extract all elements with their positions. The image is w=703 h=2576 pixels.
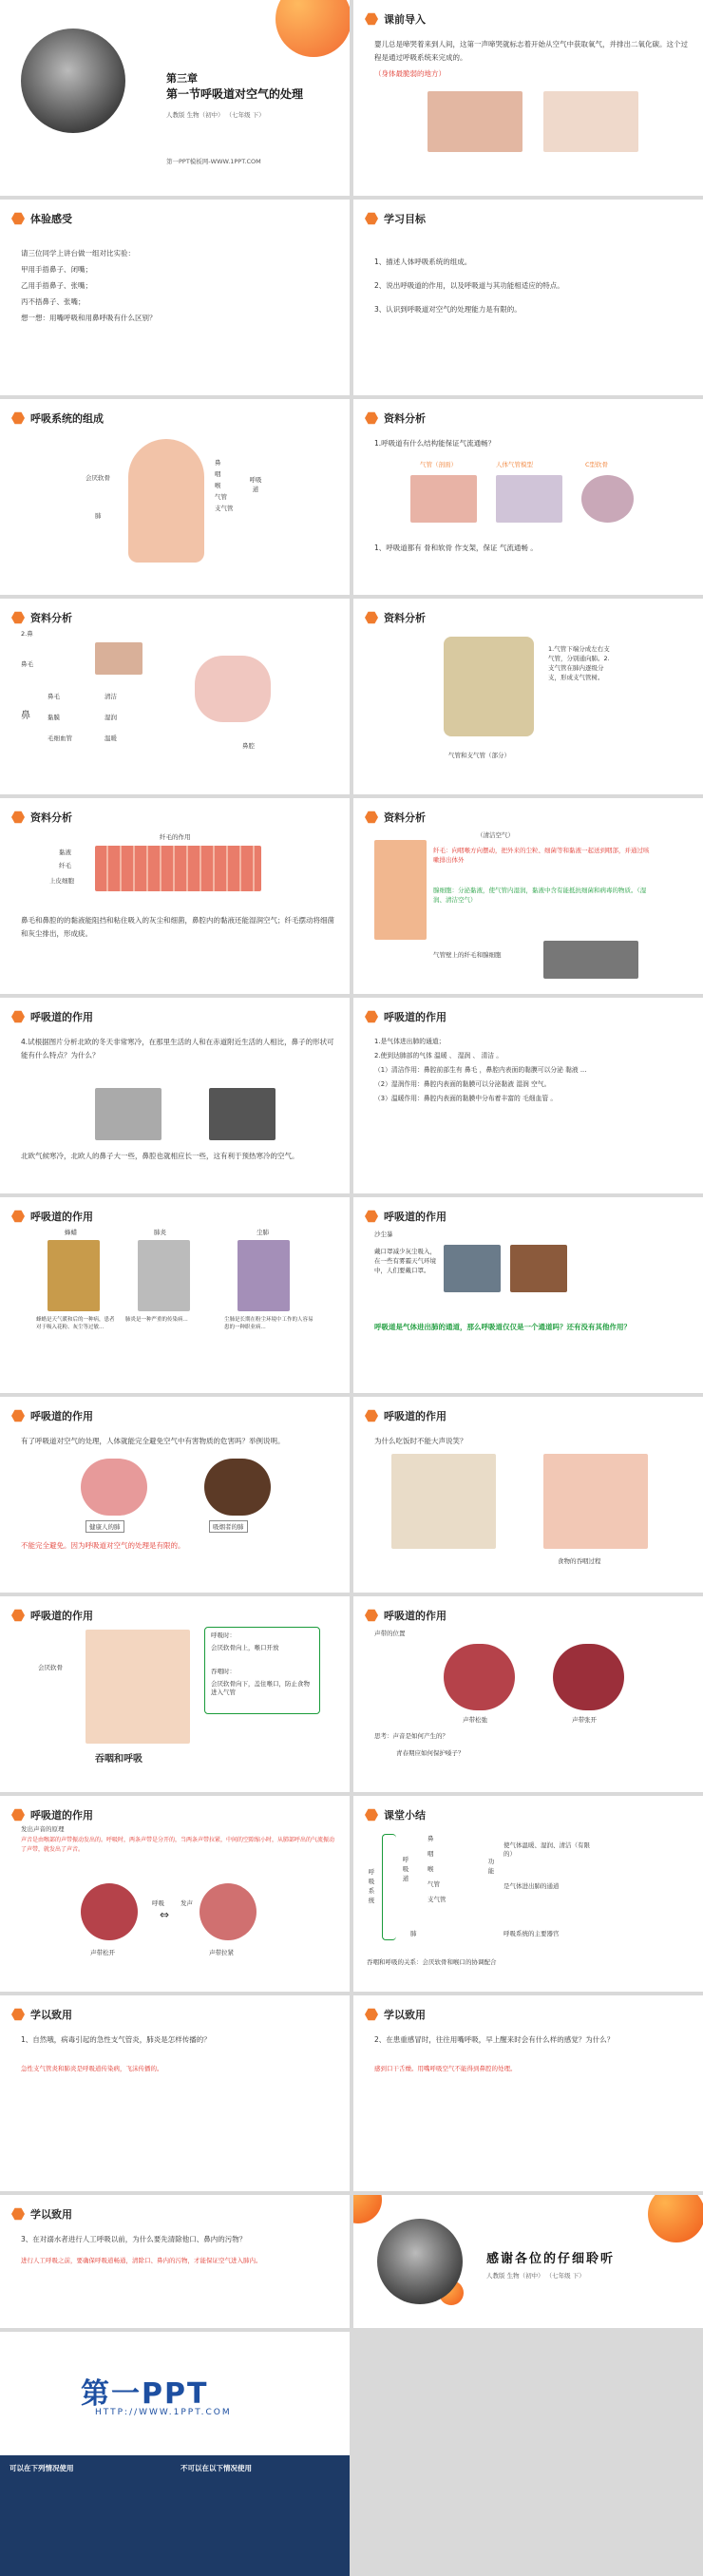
trachea-model-image [496, 475, 562, 523]
hexagon-icon [11, 611, 25, 624]
label: 鼻腔 [242, 742, 255, 750]
trachea-cross-section-image [410, 475, 477, 523]
slide-apply-2 [353, 1995, 703, 2191]
caption: 食物的吞咽过程 [558, 1557, 601, 1565]
swallowing-diagram [543, 1454, 648, 1549]
masks-image [444, 1245, 501, 1292]
hexagon-icon [365, 611, 378, 624]
slide-role-6 [353, 1397, 703, 1593]
label: 喉 [215, 482, 221, 489]
slide-title: 呼吸道的作用 [30, 1610, 93, 1622]
nasal-cavity-image [195, 656, 271, 722]
question: 青春期应如何保护嗓子？ [396, 1749, 465, 1757]
slide-title: 呼吸道的作用 [30, 1011, 93, 1023]
label: 支气管 [428, 1896, 446, 1903]
info-band [0, 2455, 350, 2576]
slide-header [11, 1608, 93, 1623]
hexagon-icon [365, 411, 378, 425]
label: 咽 [428, 1850, 434, 1858]
slide-title: 呼吸道的作用 [384, 1410, 446, 1422]
smoker-lung-image [204, 1459, 271, 1516]
diagram-title: 纤毛的作用 [160, 833, 191, 841]
slide-title: 呼吸道的作用 [384, 1610, 446, 1622]
slide-title: 呼吸道的作用 [30, 1410, 93, 1422]
caption: 蜂蜡是天气暖和后的一种病，患者对于吸入花粉、灰尘等过敏... [36, 1317, 115, 1330]
label: 气管 [215, 493, 227, 501]
answer: 进行人工呼吸之前，要确保呼吸道畅通，清除口、鼻内的污物，才能保证空气进入肺内。 [21, 2257, 262, 2264]
slide-cover [0, 0, 350, 196]
avatar [377, 2219, 463, 2304]
label: 肺 [95, 512, 102, 520]
slide-header [365, 610, 426, 625]
hexagon-icon [11, 212, 25, 225]
slide-header [11, 1408, 93, 1423]
respiratory-diagram [128, 439, 204, 563]
slide-header [11, 610, 72, 625]
bronchial-tree-image [444, 637, 534, 736]
sub-title: 声带的位置 [374, 1630, 406, 1637]
hexagon-icon [11, 2207, 25, 2221]
slide-body [374, 1036, 690, 1107]
sub-title: 2.鼻 [21, 630, 33, 638]
slide-intro [353, 0, 703, 196]
hexagon-icon [11, 1808, 25, 1822]
hexagon-icon [365, 1409, 378, 1422]
label: 鼻 [215, 459, 221, 467]
slide-title: 资料分析 [384, 412, 426, 425]
answer: 北欧气候寒冷，北欧人的鼻子大一些，鼻腔也就相应长一些，这有利于预热寒冷的空气。 [21, 1152, 299, 1160]
line: 丙不捂鼻子、张嘴； [21, 297, 86, 306]
line: 甲用手捂鼻子、闭嘴； [21, 265, 92, 274]
note: 纤毛：向咽喉方向摆动，把外来的尘粒、细菌等和黏液一起送到咽部，并通过咳嗽排出体外 [433, 847, 650, 864]
label: 清洁 [104, 693, 117, 700]
hexagon-icon [365, 1010, 378, 1023]
description: 戴口罩减少灰尘吸入，在一些有雾霾天气环境中，人们要戴口罩。 [374, 1248, 436, 1274]
label: 呼吸系统的主要器官 [504, 1930, 560, 1937]
label: 鼻毛 [48, 693, 60, 700]
label: 黏液 [59, 849, 71, 856]
slide-title: 资料分析 [384, 811, 426, 824]
label: 呼吸道 [402, 1856, 409, 1882]
label: 功能 [487, 1858, 495, 1875]
goal-item: 2、说出呼吸道的作用，以及呼吸道与其功能相适应的特点。 [374, 281, 564, 290]
label: 肺 [410, 1930, 417, 1937]
label: 黏膜 [48, 714, 60, 721]
slide-header [365, 1209, 446, 1224]
question: 3、在对溺水者进行人工呼吸以前，为什么要先清除他口、鼻内的污物？ [21, 2235, 247, 2243]
baby-image [543, 91, 638, 152]
slide-header [365, 1608, 446, 1623]
slide-title: 资料分析 [30, 612, 72, 624]
label: 吞咽和呼吸 [95, 1754, 142, 1765]
hexagon-icon [11, 1609, 25, 1622]
european-face-image [95, 1088, 162, 1140]
slide-analysis-2 [0, 599, 350, 794]
hexagon-icon [11, 1409, 25, 1422]
caption: 健康人的肺 [86, 1520, 124, 1533]
caption: 肺炎是一种严重的传染病... [125, 1317, 188, 1323]
label: 喉 [428, 1865, 434, 1873]
label: 会厌软骨 [86, 474, 110, 482]
slide-title: 呼吸道的作用 [30, 1211, 93, 1223]
hexagon-icon [365, 811, 378, 824]
slide-role-5 [0, 1397, 350, 1593]
hexagon-icon [365, 1210, 378, 1223]
thanks-meta: 人教版 生物（初中） （七年级 下） [486, 2272, 585, 2280]
slide-analysis-4 [0, 798, 350, 994]
slide-body [374, 437, 690, 453]
slide-title: 学以致用 [30, 2208, 72, 2221]
african-face-image [209, 1088, 276, 1140]
label: 呼吸时： [211, 1631, 236, 1639]
item: （2）湿润作用：鼻腔内表面的黏膜可以分泌黏液 湿润 空气。 [374, 1080, 551, 1088]
hexagon-icon [11, 1010, 25, 1023]
slide-body [21, 247, 336, 328]
caption: 声带松弛 [463, 1716, 487, 1724]
slide-role-2 [353, 998, 703, 1193]
sandstorm-image [510, 1245, 567, 1292]
slide-title: 体验感受 [30, 213, 72, 225]
dinner-cartoon-image [391, 1454, 496, 1549]
sub-title: 沙尘暴 [374, 1231, 393, 1238]
slide-apply-3 [0, 2195, 350, 2328]
deco-circle [648, 2195, 703, 2242]
chapter-label: 第三章 [166, 72, 198, 85]
brace [382, 1834, 396, 1940]
slide-header [365, 1408, 446, 1423]
vocal-cords-tense-image [200, 1883, 256, 1940]
slide-title: 资料分析 [30, 811, 72, 824]
slide-header [365, 1009, 446, 1024]
goal-item: 1、描述人体呼吸系统的组成。 [374, 258, 472, 266]
pneumoconiosis-image [238, 1240, 290, 1311]
vocal-cords-open-image [81, 1883, 138, 1940]
slide-header [365, 211, 426, 226]
slide-goals [353, 200, 703, 395]
label: 会厌软骨 [38, 1664, 63, 1671]
url-text: HTTP://WWW.1PPT.COM [95, 2408, 232, 2417]
slide-system [0, 399, 350, 595]
slide-header [365, 2007, 426, 2022]
label: 呼吸道 [249, 476, 262, 493]
sub-title: 发出声音的原理 [21, 1825, 65, 1833]
title: 肺炎 [154, 1229, 166, 1236]
slide-role-1 [0, 998, 350, 1193]
healthy-lung-image [81, 1459, 147, 1516]
label: 使气体温暖、湿润、清洁（有限的） [504, 1841, 590, 1858]
hexagon-icon [365, 212, 378, 225]
hexagon-icon [11, 811, 25, 824]
hexagon-icon [365, 1609, 378, 1622]
caption: 尘肺是长期在粉尘环境中工作的人容易患的一种职业病... [224, 1317, 314, 1330]
site-label: 第一PPT模板网-WWW.1PPT.COM [166, 158, 261, 165]
nose-image [95, 642, 142, 675]
caption: 气管和支气管（部分） [448, 752, 510, 759]
slide-title: 学以致用 [30, 2009, 72, 2021]
slide-apply-1 [0, 1995, 350, 2191]
slide-header [365, 11, 426, 27]
slide-header [365, 810, 426, 825]
footer-card [0, 2332, 350, 2576]
answer: 急性支气管炎和肺炎是呼吸道传染病，飞沫传播的。 [21, 2065, 163, 2072]
slide-header [11, 1807, 93, 1822]
description: 声音是由喉部的声带振动发出的。呼吸时，两条声带是分开的，当两条声带拉紧，中间的空隙缩小时，从肺部呼出的气流振动了声带，就发出了声音。 [21, 1837, 335, 1853]
title: 尘肺 [256, 1229, 269, 1236]
slide-header [11, 810, 72, 825]
slide-title: 资料分析 [384, 612, 426, 624]
label: 呼吸 [152, 1899, 164, 1907]
hexagon-icon [365, 12, 378, 26]
caption: 声带松开 [90, 1949, 115, 1956]
slide-header [11, 2007, 72, 2022]
slide-analysis-5 [353, 798, 703, 994]
arrow-icon: ⇔ [160, 1908, 170, 1921]
deco-circle [276, 0, 350, 57]
pneumonia-image [138, 1240, 190, 1311]
slide-title: 课前导入 [384, 13, 426, 26]
notes: 1.气管下端分成左右支气管，分别通向肺。2.支气管在肺内逐级分支，形成支气管树。 [548, 645, 610, 681]
cilia-diagram [95, 846, 261, 891]
goal-item: 3、认识到呼吸道对空气的处理能力是有限的。 [374, 305, 522, 314]
title: 蜂蜡 [65, 1229, 77, 1236]
slide-role-3 [0, 1197, 350, 1393]
trachea-wall-image [374, 840, 427, 940]
item: （3）温暖作用：鼻腔内表面的黏膜中分布着丰富的 毛细血管 。 [374, 1095, 558, 1102]
question: 有了呼吸道对空气的处理，人体就能完全避免空气中有害物质的危害吗？举例说明。 [21, 1437, 285, 1445]
line: 想一想：用嘴呼吸和用鼻呼吸有什么区别？ [21, 314, 157, 322]
slide-header [11, 1209, 93, 1224]
question: 呼吸道是气体进出肺的通道，那么呼吸道仅仅是一个通道吗？还有没有其他作用？ [374, 1323, 631, 1331]
label: 温暖 [104, 735, 117, 742]
slide-summary [353, 1796, 703, 1992]
label: 毛细血管 [48, 735, 72, 742]
slide-role-9 [0, 1796, 350, 1992]
slide-title: 学习目标 [384, 213, 426, 225]
label: 吞咽和呼吸的关系：会厌软骨和喉口的协调配合 [367, 1958, 497, 1966]
slide-header [11, 1009, 93, 1024]
line: 乙用手捂鼻子、张嘴； [21, 281, 92, 290]
throat-diagram [86, 1630, 190, 1744]
slide-header [11, 2206, 72, 2222]
label: 鼻 [21, 711, 30, 721]
caption: 声带拉紧 [209, 1949, 234, 1956]
cilia-micrograph-image [543, 941, 638, 979]
label: 咽 [215, 470, 221, 478]
item: 2.使到达肺部的气体 温暖 、 湿润 、 清洁 。 [374, 1052, 503, 1059]
hexagon-icon [11, 411, 25, 425]
label: 纤毛 [59, 862, 71, 869]
label: 气管 [428, 1880, 440, 1888]
intro-note: （身体最脆弱的地方） [374, 69, 446, 78]
hexagon-icon [11, 2008, 25, 2021]
note: 会厌软骨向下，盖住喉口，防止食物进入气管 [211, 1680, 310, 1696]
line: 请三位同学上讲台做一组对比实验： [21, 249, 135, 258]
question: 思考：声音是如何产生的？ [374, 1732, 448, 1740]
slide-title: 呼吸道的作用 [384, 1211, 446, 1223]
slide-analysis-1 [353, 399, 703, 595]
slide-experience [0, 200, 350, 395]
slide-header [365, 1807, 426, 1822]
slide-title: 课堂小结 [384, 1809, 426, 1822]
note: 腺细胞：分泌黏液，使气管内湿润，黏液中含有能抵抗细菌和病毒的物质。（湿润、清洁空气） [433, 887, 647, 904]
slide-header [11, 410, 104, 426]
label: 呼吸系统 [368, 1868, 375, 1904]
caption: 气管（剖面） [420, 461, 457, 468]
cover-meta: 人教版 生物（初中） （七年级 下） [166, 111, 265, 119]
question: 4.试根据图片分析北欧的冬天非常寒冷，在那里生活的人和在赤道附近生活的人相比，鼻子的形状可能有什么特点？为什么？ [21, 1038, 334, 1059]
question: 为什么吃饭时不能大声说笑？ [374, 1437, 467, 1445]
crying-baby-image [428, 91, 522, 152]
item: 1.是气体进出肺的通道； [374, 1038, 446, 1045]
slide-title: 学以致用 [384, 2009, 426, 2021]
slide-title: 呼吸道的作用 [384, 1011, 446, 1023]
question: 2、在患重感冒时，往往用嘴呼吸，早上醒来时会有什么样的感觉？为什么？ [374, 2035, 615, 2044]
caption: 人体气管模型 [496, 461, 533, 468]
deco-circle [353, 2195, 382, 2223]
question: 1.呼吸道有什么结构能保证气流通畅？ [374, 439, 496, 448]
slide-role-4 [353, 1197, 703, 1393]
vocal-cords-relaxed-image [444, 1644, 515, 1710]
answer: 感到口干舌燥。用嘴呼吸空气不能得到鼻腔的处理。 [374, 2065, 517, 2072]
logo: 第一PPT [81, 2377, 209, 2411]
description: 鼻毛和鼻腔的的黏液能阻挡和粘住吸入的灰尘和细菌，鼻腔内的黏液还能湿润空气；纤毛摆动将细菌和灰尘排出，形成痰。 [21, 916, 334, 938]
slide-body [374, 38, 690, 84]
vocal-cords-open-image [553, 1644, 624, 1710]
answer: 1、呼吸道都有 骨和软骨 作支架，保证 气流通畅 。 [374, 544, 538, 552]
hexagon-icon [11, 1210, 25, 1223]
slide-role-8 [353, 1596, 703, 1792]
label: 鼻 [428, 1835, 434, 1842]
caption: 声带张开 [572, 1716, 597, 1724]
label: 上皮细胞 [49, 877, 74, 885]
slide-analysis-3 [353, 599, 703, 794]
slide-body [374, 252, 690, 323]
intro-text: 婴儿总是啼哭着来到人间，这第一声啼哭就标志着开始从空气中获取氧气，并排出二氧化碳。这个过程是通过呼吸系统来完成的。 [374, 40, 688, 62]
column-title: 可以在下列情况使用 [10, 2464, 74, 2472]
hexagon-icon [365, 2008, 378, 2021]
note: （清洁空气） [477, 831, 514, 839]
hay-fever-image [48, 1240, 100, 1311]
caption: 吸烟者的肺 [209, 1520, 248, 1533]
slide-title: 呼吸系统的组成 [30, 412, 104, 425]
slide-title: 呼吸道的作用 [30, 1809, 93, 1822]
hexagon-icon [365, 1808, 378, 1822]
label: 发声 [180, 1899, 193, 1907]
label: 是气体进出肺的通道 [504, 1882, 560, 1890]
slide-role-7 [0, 1596, 350, 1792]
column-title: 不可以在以下情况使用 [180, 2464, 252, 2472]
slide-header [365, 410, 426, 426]
label: 湿润 [104, 714, 117, 721]
label: 支气管 [215, 505, 234, 512]
caption: C型软骨 [585, 461, 609, 468]
thanks-title: 感谢各位的仔细聆听 [486, 2252, 616, 2266]
caption: 气管壁上的纤毛和腺细胞 [433, 951, 502, 959]
note: 会厌软骨向上，喉口开放 [211, 1644, 279, 1651]
c-cartilage-image [581, 475, 634, 523]
slide-header [11, 211, 72, 226]
question: 1、自然哦，病毒引起的急性支气管炎，肺炎是怎样传播的？ [21, 2035, 211, 2044]
avatar [21, 29, 125, 133]
slide-thanks [353, 2195, 703, 2328]
answer: 不能完全避免。因为呼吸道对空气的处理是有限的。 [21, 1541, 185, 1550]
label: 吞咽时： [211, 1668, 236, 1675]
item: （1）清洁作用：鼻腔前部生有 鼻毛 ，鼻腔内表面的黏膜可以分泌 黏液 ... [374, 1066, 587, 1074]
label: 鼻毛 [21, 660, 33, 668]
cover-title: 第一节呼吸道对空气的处理 [166, 87, 304, 101]
